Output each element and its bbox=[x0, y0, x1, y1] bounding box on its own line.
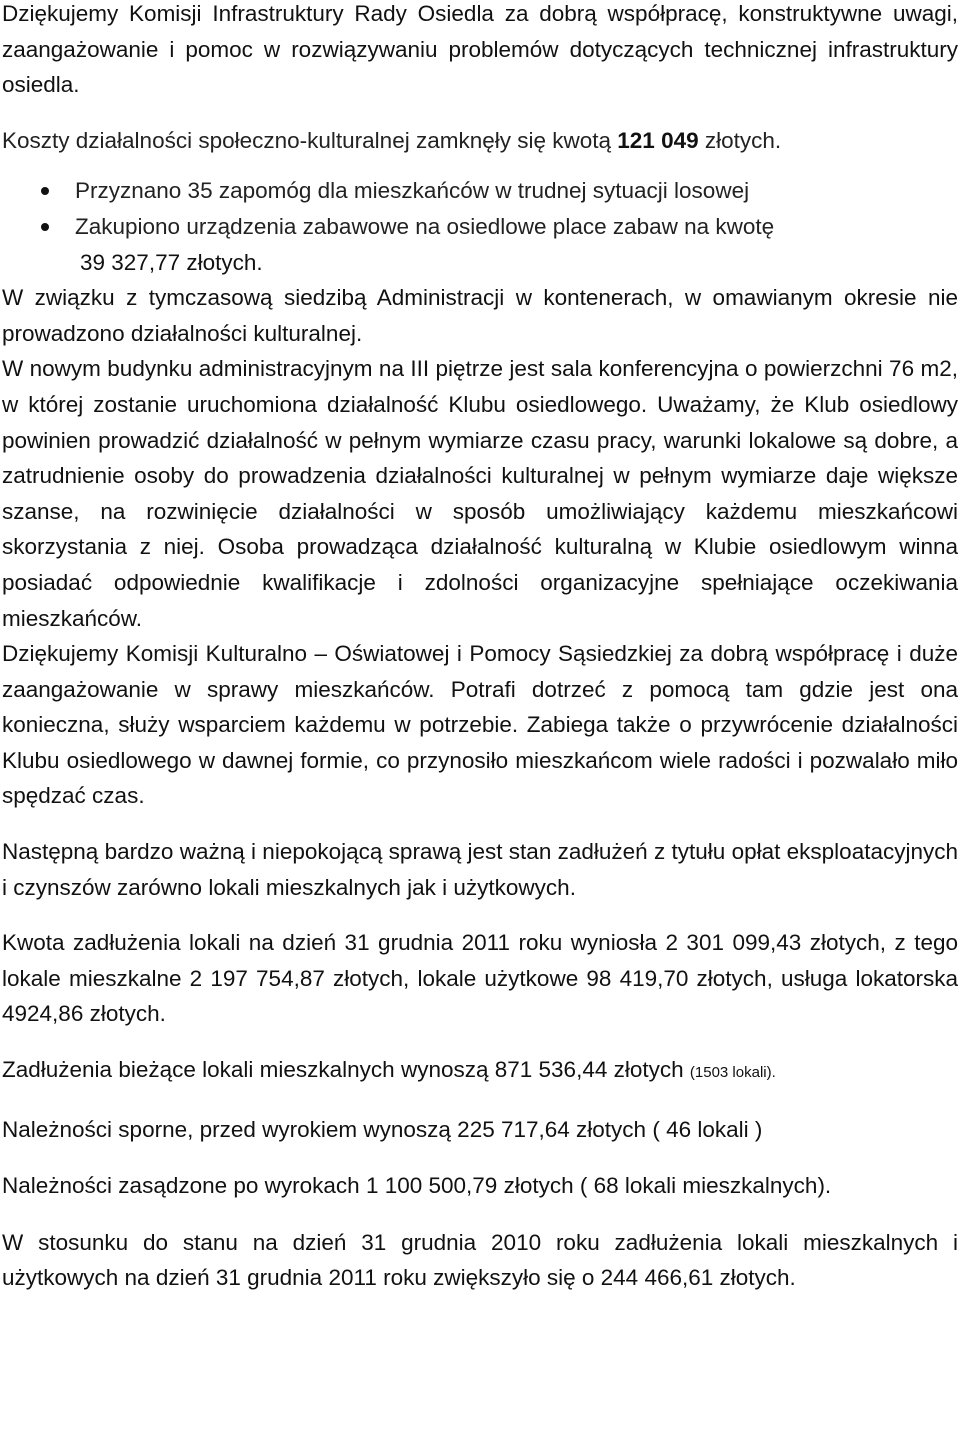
paragraph-containers: W związku z tymczasową siedzibą Administracji w kontenerach, w omawianym okresie nie prowadzono działalności kulturalnej. bbox=[2, 285, 958, 346]
paragraph-current-debts bbox=[2, 1052, 958, 1091]
bullet-text: Przyznano 35 zapomóg dla mieszkańców w trudnej sytuacji losowej bbox=[75, 178, 750, 204]
paragraph-social-costs bbox=[2, 123, 958, 159]
paragraph-adjudged: Należności zasądzone po wyrokach 1 100 500,79 złotych ( 68 lokali mieszkalnych). bbox=[2, 1173, 832, 1199]
bullet-icon bbox=[41, 223, 49, 231]
current-debts-text: Zadłużenia bieżące lokali mieszkalnych wynoszą 871 536,44 złotych bbox=[2, 1057, 690, 1083]
bullet-text-continuation: 39 327,77 złotych. bbox=[80, 249, 263, 275]
social-costs-text: Koszty działalności społeczno-kulturalnej zamknęły się kwotą bbox=[2, 127, 618, 153]
paragraph-new-building: W nowym budynku administracyjnym na III piętrze jest sala konferencyjna o powierzchni 76 m2, w której zostanie uruchomiona działalność Klubu osiedlowego. Uważamy, że Klub osiedlowy powinien prowadzić działalność w pełnym wymiarze czasu pracy, warunki lokalowe są dobre, a zatrudnienie osoby do prowadzenia działalności kulturalnej w pełnym wymiarze daje większe szanse, na rozwinięcie działalności w sposób umożliwiający każdemu mieszkańcowi skorzystania z niej. Osoba prowadząca działalność kulturalną w Klubie osiedlowym winna posiadać odpowiednie kwalifikacje i zdolności organizacyjne spełniające oczekiwania mieszkańców. bbox=[2, 356, 958, 631]
current-debts-units: (1503 lokali). bbox=[689, 1064, 776, 1082]
bullet-list bbox=[2, 173, 958, 280]
paragraph-debt-amount: Kwota zadłużenia lokali na dzień 31 grudnia 2011 roku wyniosła 2 301 099,43 złotych, z tego lokale mieszkalne 2 197 754,87 złotych, lokale użytkowe 98 419,70 złotych, usługa lokatorska 4924,86 złotych. bbox=[2, 930, 958, 1027]
paragraph-debts-intro: Następną bardzo ważną i niepokojącą sprawą jest stan zadłużeń z tytułu opłat eksploatacyjnych i czynszów zarówno lokali mieszkalnych jak i użytkowych. bbox=[2, 839, 958, 900]
social-costs-amount: 121 049 bbox=[617, 127, 699, 153]
bullet-text: Zakupiono urządzenia zabawowe na osiedlowe place zabaw na kwotę bbox=[75, 213, 775, 239]
paragraph-disputed: Należności sporne, przed wyrokiem wynoszą 225 717,64 złotych ( 46 lokali ) bbox=[2, 1116, 763, 1142]
bullet-item bbox=[2, 209, 958, 280]
paragraph-thanks-infrastructure: Dziękujemy Komisji Infrastruktury Rady Osiedla za dobrą współpracę, konstruktywne uwagi, zaangażowanie i pomoc w rozwiązywaniu problemów dotyczących technicznej infrastruktury osiedla. bbox=[2, 1, 958, 98]
paragraph-comparison: W stosunku do stanu na dzień 31 grudnia 2010 roku zadłużenia lokali mieszkalnych i użytkowych na dzień 31 grudnia 2011 roku zwiększyło się o 244 466,61 złotych. bbox=[2, 1229, 958, 1291]
bullet-item bbox=[2, 173, 958, 209]
paragraph-thanks-cultural: Dziękujemy Komisji Kulturalno – Oświatowej i Pomocy Sąsiedzkiej za dobrą współpracę i duże zaangażowanie w sprawy mieszkańców. Potrafi dotrzeć z pomocą tam gdzie jest ona konieczna, służy wsparciem każdemu w potrzebie. Zabiega także o przywrócenie działalności Klubu osiedlowego w dawnej formie, co przynosiło mieszkańcom wiele radości i pozwalało miło spędzać czas. bbox=[2, 641, 958, 809]
bullet-icon bbox=[41, 187, 49, 195]
social-costs-currency: złotych. bbox=[698, 127, 782, 153]
